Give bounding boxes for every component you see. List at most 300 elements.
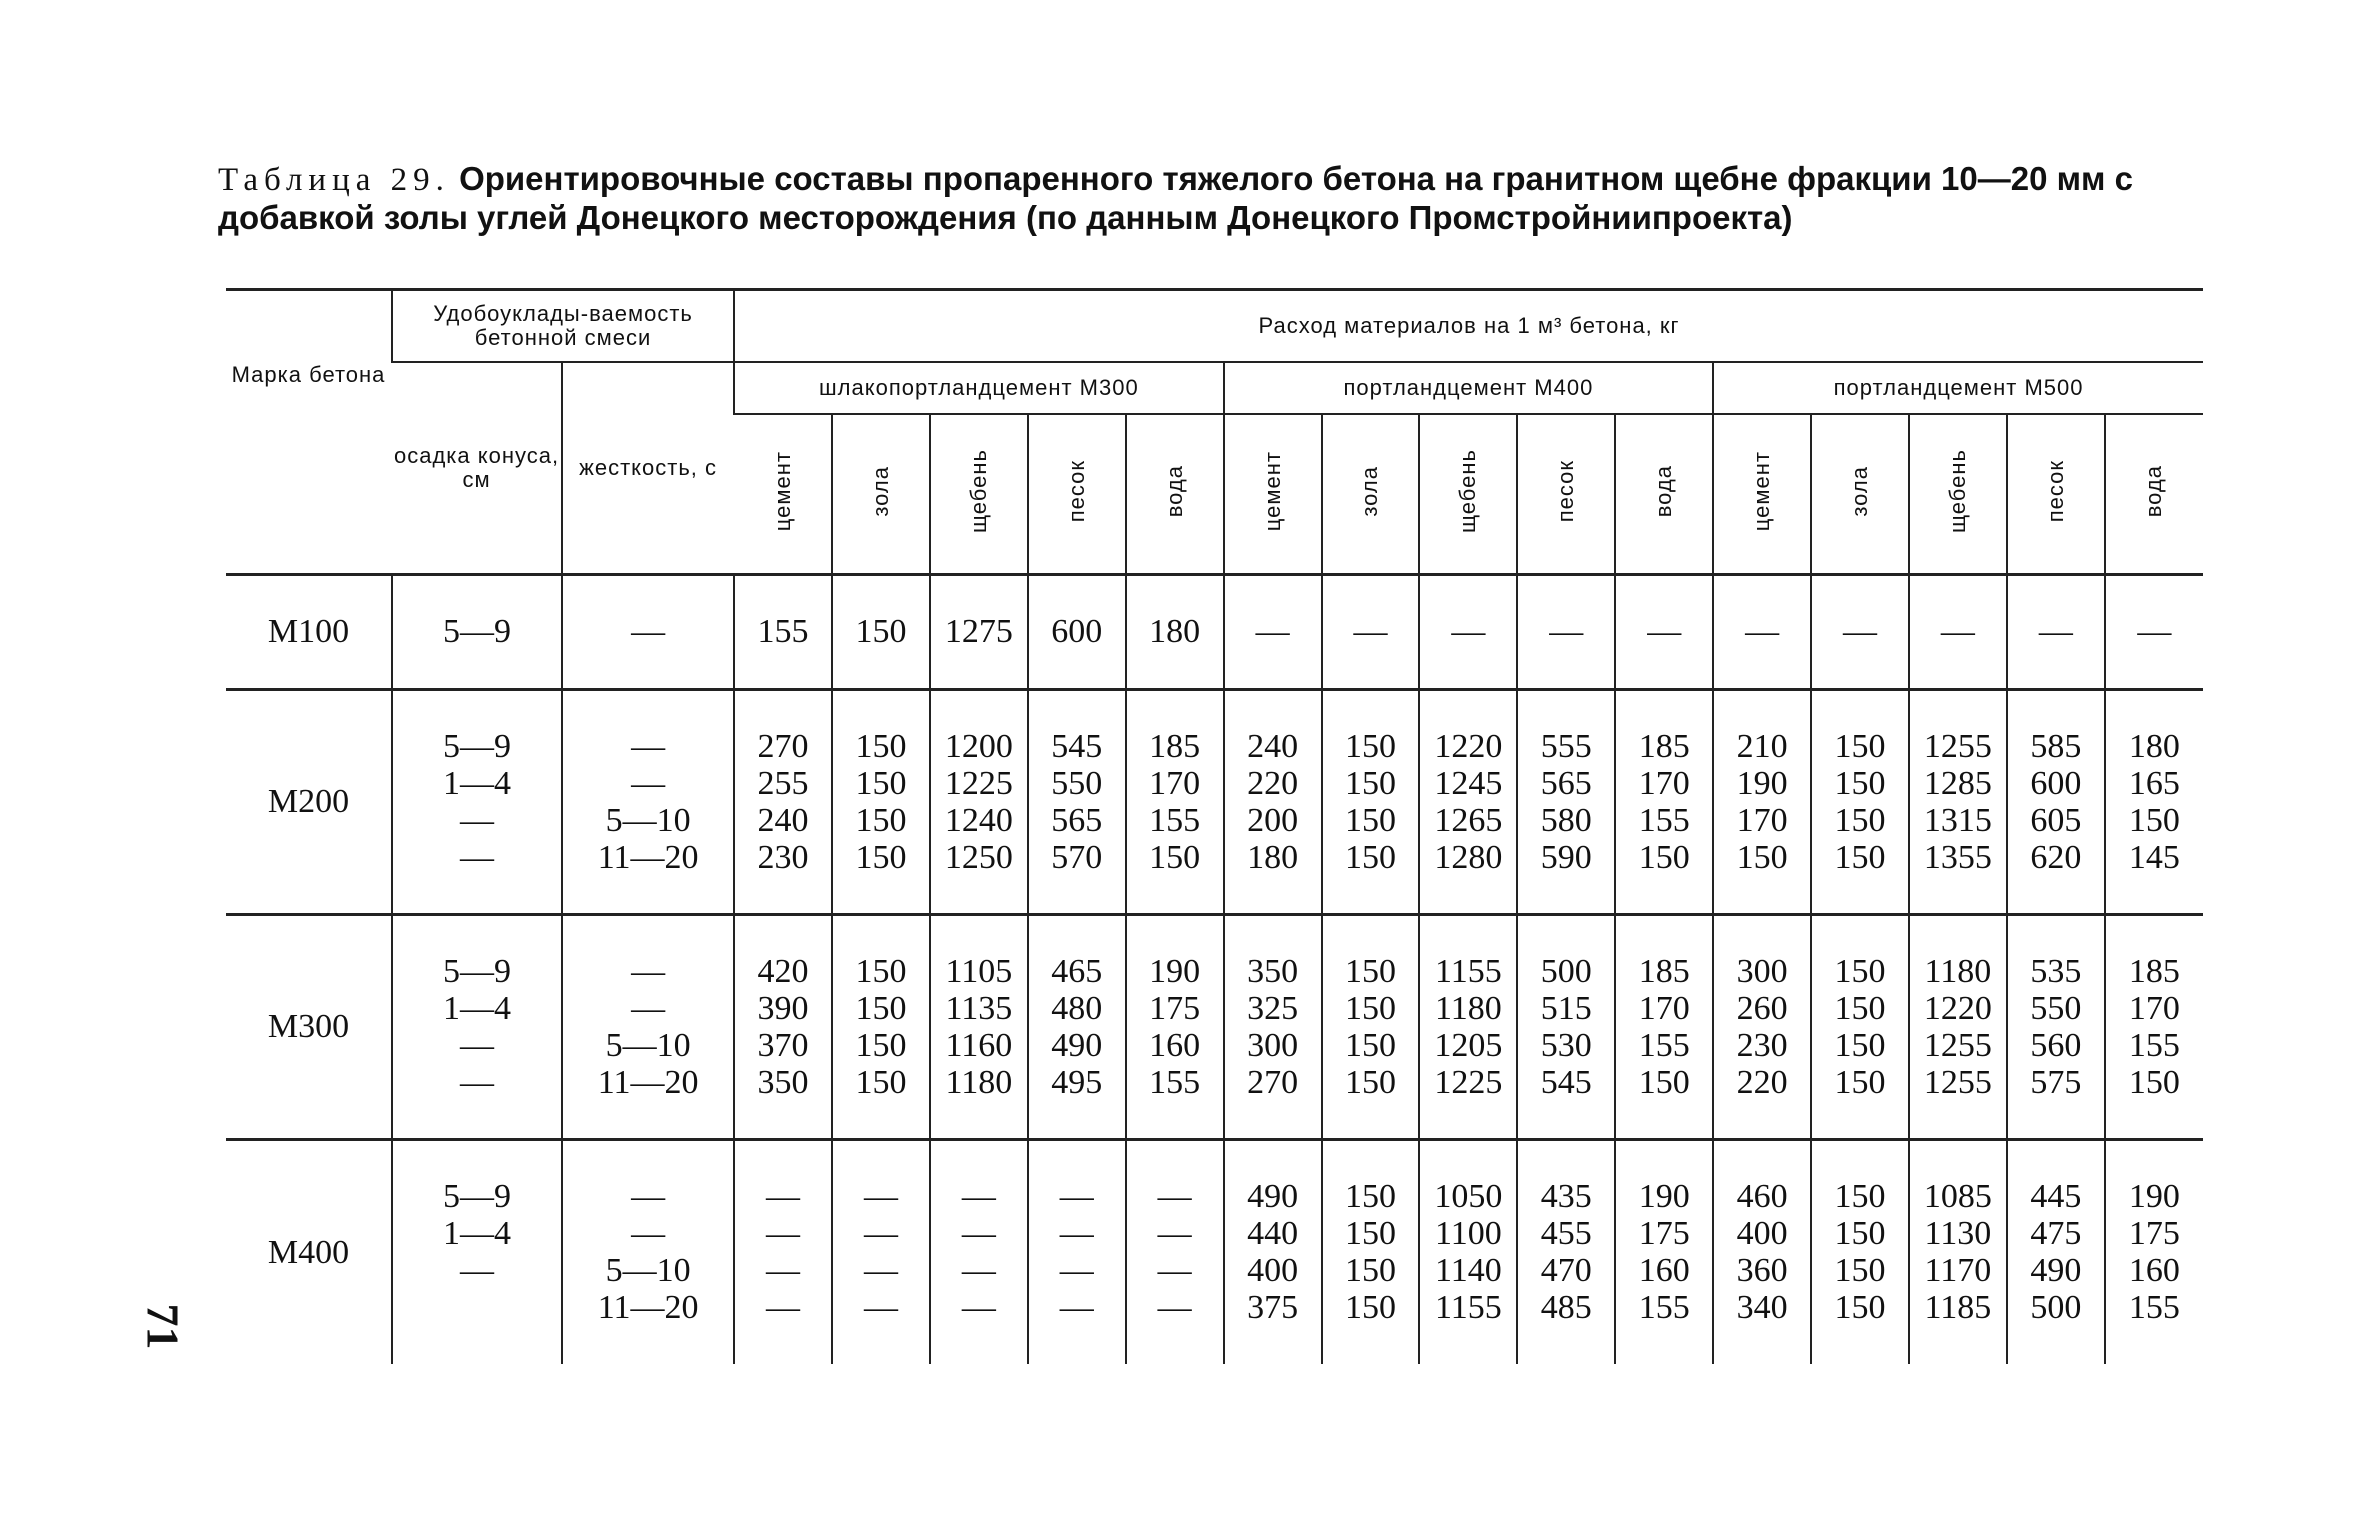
material-cell-value: 585 (2030, 727, 2082, 765)
material-cell-value: 390 (757, 989, 809, 1027)
concrete-composition-table (226, 288, 2203, 1364)
material-cell-value: 160 (1149, 1026, 1201, 1064)
material-cell-value: 470 (1540, 1252, 1592, 1290)
material-cell-value: 185 (1638, 952, 1690, 990)
material-cell-value: 150 (855, 801, 907, 839)
header-material (1615, 414, 1713, 574)
material-cell (1224, 689, 1322, 914)
stiffness-cell (562, 1139, 734, 1364)
slump-cell (392, 689, 562, 914)
material-cell-value: 465 (1051, 952, 1103, 990)
material-cell-value: 325 (1247, 989, 1299, 1027)
material-cell (1126, 914, 1224, 1139)
material-cell (1126, 689, 1224, 914)
concrete-mark: М400 (267, 1233, 350, 1271)
header-material (1909, 414, 2007, 574)
material-cell-value: 1185 (1924, 1289, 1992, 1327)
material-cell (1615, 689, 1713, 914)
material-cell-value: 370 (757, 1026, 809, 1064)
material-cell-value: 1160 (945, 1026, 1013, 1064)
material-cell-value: 375 (1247, 1289, 1299, 1327)
header-cement-m300: шлакопортландцемент М300 (734, 362, 1224, 414)
material-cell-value: 1085 (1923, 1178, 1992, 1216)
material-cell-value: 535 (2030, 952, 2082, 990)
header-material (1126, 414, 1224, 574)
slump-cell-value: 5—9 (443, 952, 512, 990)
slump-cell-value: 5—9 (443, 1178, 512, 1216)
material-cell-value: 150 (1834, 727, 1886, 765)
material-cell-value: 180 (2128, 727, 2180, 765)
material-cell-value: 1275 (944, 613, 1013, 650)
material-cell-value: 1130 (1924, 1215, 1992, 1253)
material-cell (1713, 914, 1811, 1139)
material-cell-value: 1245 (1434, 764, 1503, 802)
header-material (734, 414, 832, 574)
slump-cell (392, 1139, 562, 1364)
material-cell-value: 500 (1540, 952, 1592, 990)
material-cell-value: 150 (1834, 1252, 1886, 1290)
material-cell-value: 1155 (1435, 1289, 1502, 1327)
material-cell-value: — (1843, 613, 1878, 650)
material-cell-value: — (1353, 613, 1388, 650)
material-cell (1224, 574, 1322, 689)
material-cell (1615, 1139, 1713, 1364)
material-cell (1713, 574, 1811, 689)
material-cell (1224, 1139, 1322, 1364)
table-caption (218, 160, 2208, 237)
header-material (832, 414, 930, 574)
concrete-mark: М200 (267, 783, 350, 820)
header-mark: Марка бетона (226, 290, 392, 575)
material-cell-value: 400 (1247, 1252, 1299, 1290)
slump-cell-value: — (460, 1026, 495, 1064)
material-cell-value: 1200 (944, 727, 1013, 765)
material-cell-value: 185 (1638, 727, 1690, 765)
material-cell-value: 150 (855, 838, 907, 876)
material-cell (2007, 914, 2105, 1139)
material-cell (1517, 574, 1615, 689)
material-cell-value: 1315 (1923, 801, 1992, 839)
material-cell-value: 545 (1540, 1063, 1592, 1101)
material-cell-value: 150 (1344, 1215, 1396, 1253)
header-stiffness: жесткость, с (562, 362, 734, 574)
header-material (930, 414, 1028, 574)
material-cell-value: — (1059, 1252, 1094, 1290)
header-material-label: цемент (769, 451, 795, 532)
material-cell-value: 190 (1736, 764, 1788, 802)
header-material (1028, 414, 1126, 574)
header-material-label: зола (1847, 465, 1873, 517)
material-cell-value: 155 (1149, 801, 1201, 839)
material-cell-value: 1280 (1434, 838, 1503, 876)
material-cell-value: 150 (855, 727, 907, 765)
material-cell-value: 190 (2128, 1178, 2180, 1216)
material-cell-value: 1225 (944, 764, 1013, 802)
material-cell-value: 200 (1247, 801, 1299, 839)
slump-cell (392, 574, 562, 689)
slump-cell-value: — (460, 838, 495, 876)
material-cell-value: 170 (1736, 801, 1788, 839)
material-cell (1322, 574, 1420, 689)
material-cell-value: 550 (1051, 764, 1103, 802)
material-cell (2105, 574, 2203, 689)
material-cell-value: 255 (757, 764, 809, 802)
material-cell-value: 605 (2030, 801, 2082, 839)
slump-cell-value: 1—4 (443, 989, 512, 1027)
header-material-label: вода (1651, 465, 1677, 518)
material-cell (1517, 914, 1615, 1139)
material-cell-value: — (2137, 613, 2172, 650)
material-cell-value: 170 (1638, 989, 1690, 1027)
material-cell-value: 150 (1344, 801, 1396, 839)
stiffness-cell-value: 5—10 (605, 801, 691, 839)
material-cell (1811, 1139, 1909, 1364)
material-cell (1909, 689, 2007, 914)
header-material (1517, 414, 1615, 574)
material-cell-value: 485 (1540, 1289, 1592, 1327)
stiffness-cell-value: 11—20 (597, 1063, 699, 1101)
material-cell-value: 150 (1736, 838, 1788, 876)
material-cell-value: 150 (1344, 1026, 1396, 1064)
table-row (226, 574, 2203, 689)
material-cell-value: — (961, 1178, 996, 1216)
material-cell-value: 150 (855, 952, 907, 990)
header-material (2007, 414, 2105, 574)
material-cell-value: 1250 (944, 838, 1013, 876)
material-cell-value: 1100 (1435, 1215, 1502, 1253)
stiffness-cell (562, 914, 734, 1139)
material-cell-value: 480 (1051, 989, 1103, 1027)
material-cell-value: 150 (1834, 1215, 1886, 1253)
header-material-label: песок (1553, 460, 1579, 523)
material-cell (2007, 689, 2105, 914)
material-cell-value: 150 (1344, 838, 1396, 876)
material-cell-value: 1155 (1435, 952, 1502, 990)
header-cement-m500: портландцемент М500 (1713, 362, 2203, 414)
material-cell-value: 1170 (1924, 1252, 1992, 1290)
material-cell-value: — (1157, 1252, 1192, 1290)
material-cell-value: 490 (2030, 1252, 2082, 1290)
material-cell-value: 260 (1736, 989, 1788, 1027)
material-cell-value: 570 (1051, 838, 1103, 876)
stiffness-cell-value: — (631, 727, 666, 765)
material-cell-value: 155 (1149, 1063, 1201, 1101)
material-cell-value: 545 (1051, 727, 1103, 765)
material-cell-value: 1255 (1923, 1063, 1992, 1101)
material-cell-value: 150 (1834, 1063, 1886, 1101)
material-cell (2007, 1139, 2105, 1364)
material-cell-value: — (1647, 613, 1682, 650)
material-cell (1028, 1139, 1126, 1364)
material-cell-value: 150 (855, 764, 907, 802)
material-cell-value: — (863, 1215, 898, 1253)
stiffness-cell-value: — (631, 764, 666, 802)
material-cell-value: 1225 (1434, 1063, 1503, 1101)
material-cell (1028, 574, 1126, 689)
material-cell-value: 160 (1638, 1252, 1690, 1290)
stiffness-cell-value: — (631, 989, 666, 1027)
material-cell-value: 565 (1540, 764, 1592, 802)
material-cell-value: 1180 (1435, 989, 1502, 1027)
table-title: Ориентировочные составы пропаренного тяжелого бетона на гранитном щебне фракции 10—20 мм с добавкой золы углей Донецкого месторождения (по данным Донецкого Промстройниипроекта) (218, 160, 2133, 236)
material-cell-value: 270 (1247, 1063, 1299, 1101)
material-cell-value: — (1157, 1215, 1192, 1253)
slump-cell-value: 1—4 (443, 764, 512, 802)
material-cell-value: 145 (2128, 838, 2180, 876)
material-cell-value: 150 (1344, 764, 1396, 802)
material-cell-value: — (1059, 1178, 1094, 1216)
header-material (1419, 414, 1517, 574)
material-cell (930, 914, 1028, 1139)
material-cell (1419, 689, 1517, 914)
material-cell (1126, 574, 1224, 689)
material-cell-value: 150 (1344, 1252, 1396, 1290)
material-cell-value: — (1255, 613, 1290, 650)
material-cell (1028, 914, 1126, 1139)
material-cell-value: 220 (1736, 1063, 1788, 1101)
material-cell-value: 1220 (1923, 989, 1992, 1027)
material-cell-value: — (1059, 1215, 1094, 1253)
stiffness-cell-value: — (631, 952, 666, 990)
material-cell-value: 150 (1834, 838, 1886, 876)
material-cell-value: 1265 (1434, 801, 1503, 839)
material-cell-value: 150 (1834, 989, 1886, 1027)
material-cell-value: 490 (1247, 1178, 1299, 1216)
stiffness-cell-value: — (631, 1178, 666, 1216)
material-cell-value: 1220 (1434, 727, 1503, 765)
material-cell-value: 150 (1834, 764, 1886, 802)
stiffness-cell (562, 689, 734, 914)
material-cell-value: 400 (1736, 1215, 1788, 1253)
header-material-label: вода (2141, 465, 2167, 518)
header-cement-m400: портландцемент М400 (1224, 362, 1714, 414)
material-cell (832, 914, 930, 1139)
header-material-label: зола (867, 465, 893, 517)
material-cell-value: 170 (1149, 764, 1201, 802)
material-cell (2105, 689, 2203, 914)
material-cell-value: 600 (1051, 613, 1103, 650)
material-cell-value: 455 (1540, 1215, 1592, 1253)
material-cell (1909, 914, 2007, 1139)
slump-cell-value: 5—9 (443, 727, 512, 765)
material-cell-value: 435 (1540, 1178, 1592, 1216)
slump-cell-value: — (460, 1063, 495, 1101)
material-cell-value: 180 (1247, 838, 1299, 876)
material-cell-value: 190 (1149, 952, 1201, 990)
slump-cell-value (393, 1289, 561, 1326)
material-cell-value: 500 (2030, 1289, 2082, 1327)
material-cell-value: 185 (2128, 952, 2180, 990)
material-cell-value: — (1451, 613, 1486, 650)
material-cell (1322, 914, 1420, 1139)
header-consumption: Расход материалов на 1 м³ бетона, кг (734, 290, 2203, 363)
material-cell-value: 1355 (1923, 838, 1992, 876)
material-cell-value: 150 (855, 613, 907, 650)
material-cell-value: 475 (2030, 1215, 2082, 1253)
material-cell (1713, 1139, 1811, 1364)
material-cell-value: 560 (2030, 1026, 2082, 1064)
material-cell (1419, 914, 1517, 1139)
material-cell-value: 150 (2128, 1063, 2180, 1101)
material-cell (1322, 689, 1420, 914)
stiffness-cell-value: 5—10 (605, 1026, 691, 1064)
material-cell-value: 340 (1736, 1289, 1788, 1327)
material-cell-value: 150 (1344, 989, 1396, 1027)
material-cell-value: — (863, 1252, 898, 1290)
material-cell-value: 240 (1247, 727, 1299, 765)
material-cell-value: 530 (1540, 1026, 1592, 1064)
material-cell-value: 1205 (1434, 1026, 1503, 1064)
slump-cell (392, 914, 562, 1139)
material-cell (1615, 574, 1713, 689)
material-cell-value: 1140 (1435, 1252, 1502, 1290)
header-material (1224, 414, 1322, 574)
material-cell-value: 155 (757, 613, 809, 650)
material-cell (1322, 1139, 1420, 1364)
material-cell (1419, 1139, 1517, 1364)
stiffness-cell-value: 11—20 (597, 1289, 699, 1327)
material-cell-value: 155 (2128, 1289, 2180, 1327)
material-cell-value: 150 (1344, 1178, 1396, 1216)
material-cell-value: 170 (1638, 764, 1690, 802)
material-cell-value: 1285 (1923, 764, 1992, 802)
material-cell-value: 350 (1247, 952, 1299, 990)
material-cell-value: 150 (1834, 1026, 1886, 1064)
material-cell (1419, 574, 1517, 689)
material-cell-value: 445 (2030, 1178, 2082, 1216)
material-cell-value: — (1157, 1289, 1192, 1327)
material-cell-value: 350 (757, 1063, 809, 1101)
material-cell-value: 360 (1736, 1252, 1788, 1290)
material-cell-value: — (1059, 1289, 1094, 1327)
material-cell-value: 515 (1540, 989, 1592, 1027)
material-cell-value: — (961, 1215, 996, 1253)
material-cell-value: 150 (2128, 801, 2180, 839)
material-cell-value: 190 (1638, 1178, 1690, 1216)
header-material-label: щебень (965, 449, 991, 534)
table-row (226, 914, 2203, 1139)
material-cell-value: — (863, 1178, 898, 1216)
material-cell (1909, 1139, 2007, 1364)
table-row (226, 689, 2203, 914)
material-cell-value: 155 (1638, 801, 1690, 839)
material-cell-value: 155 (2128, 1026, 2180, 1064)
material-cell (1615, 914, 1713, 1139)
material-cell (1713, 689, 1811, 914)
header-material-label: щебень (1455, 449, 1481, 534)
material-cell (1811, 689, 1909, 914)
material-cell (832, 1139, 930, 1364)
material-cell-value: — (1940, 613, 1975, 650)
material-cell-value: 165 (2128, 764, 2180, 802)
material-cell (1811, 914, 1909, 1139)
material-cell-value: 270 (757, 727, 809, 765)
material-cell-value: 1255 (1923, 1026, 1992, 1064)
header-slump: осадка конуса, см (392, 362, 562, 574)
material-cell-value: 150 (1344, 952, 1396, 990)
material-cell-value: — (961, 1252, 996, 1290)
material-cell-value: — (766, 1252, 801, 1290)
material-cell-value: 1240 (944, 801, 1013, 839)
material-cell-value: 185 (1149, 727, 1201, 765)
page-number: 71 (137, 1303, 189, 1350)
header-material-label: зола (1357, 465, 1383, 517)
stiffness-cell-value: 5—10 (605, 1252, 691, 1290)
material-cell (734, 574, 832, 689)
slump-cell-value: 5—9 (443, 613, 512, 650)
material-cell-value: 1135 (945, 989, 1013, 1027)
header-workability: Удобоуклады-ваемость бетонной смеси (392, 290, 734, 363)
material-cell-value: 150 (1149, 838, 1201, 876)
material-cell-value: 440 (1247, 1215, 1299, 1253)
material-cell-value: 555 (1540, 727, 1592, 765)
material-cell (930, 689, 1028, 914)
material-cell-value: — (863, 1289, 898, 1327)
material-cell-value: 150 (1834, 1178, 1886, 1216)
material-cell-value: 550 (2030, 989, 2082, 1027)
material-cell-value: 155 (1638, 1026, 1690, 1064)
material-cell-value: 1180 (1924, 952, 1992, 990)
material-cell-value: 210 (1736, 727, 1788, 765)
table-row (226, 1139, 2203, 1364)
slump-cell-value: 1—4 (443, 1215, 512, 1253)
material-cell (2007, 574, 2105, 689)
material-cell-value: 240 (757, 801, 809, 839)
stiffness-cell-value: 11—20 (597, 838, 699, 876)
material-cell-value: 150 (1834, 952, 1886, 990)
material-cell (2105, 1139, 2203, 1364)
header-material-label: песок (2042, 460, 2068, 523)
material-cell (1811, 574, 1909, 689)
material-cell-value: 620 (2030, 838, 2082, 876)
material-cell-value: 175 (1638, 1215, 1690, 1253)
material-cell-value: 150 (1344, 1289, 1396, 1327)
material-cell-value: — (766, 1289, 801, 1327)
material-cell (2105, 914, 2203, 1139)
material-cell-value: 220 (1247, 764, 1299, 802)
header-material-label: цемент (1749, 451, 1775, 532)
material-cell-value: 600 (2030, 764, 2082, 802)
material-cell-value: 170 (2128, 989, 2180, 1027)
material-cell-value: — (1745, 613, 1780, 650)
material-cell (930, 574, 1028, 689)
material-cell (734, 1139, 832, 1364)
concrete-mark: М300 (267, 1008, 350, 1045)
stiffness-cell-value: — (631, 613, 666, 650)
material-cell (1517, 689, 1615, 914)
header-material-label: вода (1161, 465, 1187, 518)
header-material (1713, 414, 1811, 574)
material-cell (1126, 1139, 1224, 1364)
material-cell-value: — (2038, 613, 2073, 650)
material-cell (832, 574, 930, 689)
material-cell (734, 689, 832, 914)
material-cell-value: 150 (1344, 727, 1396, 765)
header-material-label: цемент (1259, 451, 1285, 532)
material-cell-value: 1255 (1923, 727, 1992, 765)
material-cell (734, 914, 832, 1139)
material-cell-value: 150 (1834, 801, 1886, 839)
material-cell-value: 460 (1736, 1178, 1788, 1216)
material-cell-value: 160 (2128, 1252, 2180, 1290)
material-cell-value: 575 (2030, 1063, 2082, 1101)
material-cell-value: 175 (2128, 1215, 2180, 1253)
material-cell (832, 689, 930, 914)
material-cell-value: 150 (1834, 1289, 1886, 1327)
material-cell-value: 150 (855, 989, 907, 1027)
header-material (1322, 414, 1420, 574)
material-cell (1517, 1139, 1615, 1364)
